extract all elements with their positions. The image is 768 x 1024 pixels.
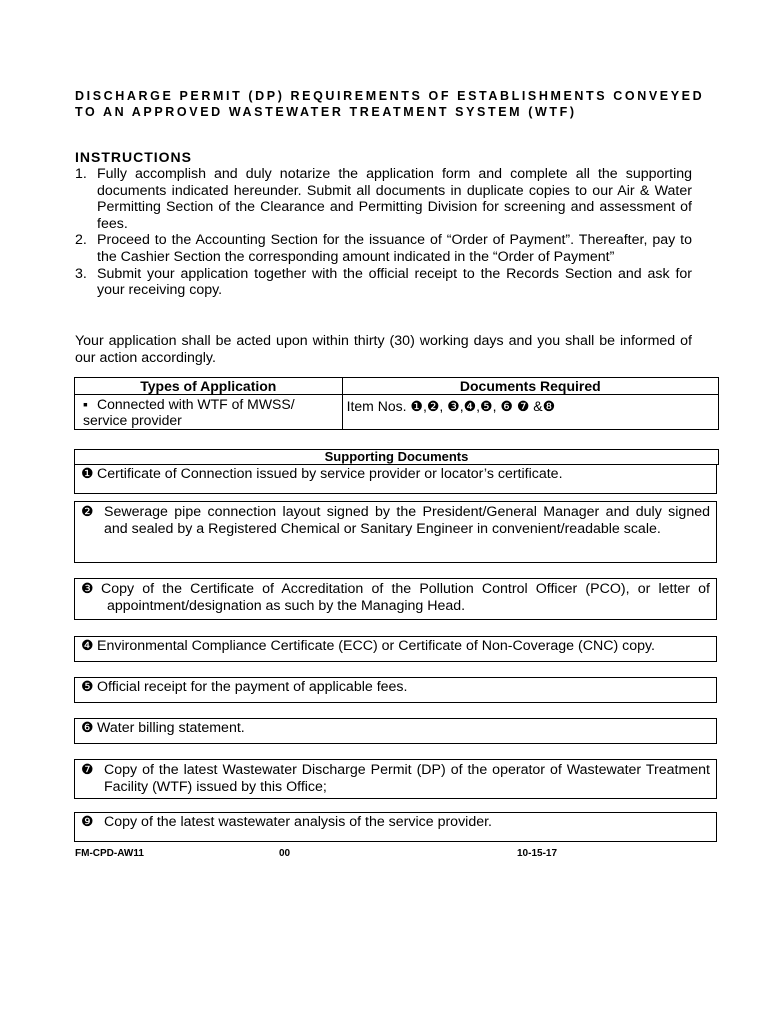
supporting-item-text: Environmental Compliance Certificate (ECC) or Certificate of Non-Coverage (CNC) copy. [97, 638, 655, 654]
instruction-number: 3. [75, 265, 87, 282]
supporting-item-text: Copy of the latest wastewater analysis of the service provider. [104, 814, 492, 830]
supporting-item-text: Water billing statement. [97, 720, 245, 736]
form-code: FM-CPD-AW11 [75, 848, 144, 859]
effectivity-date: 10-15-17 [517, 848, 558, 859]
number-2-icon: ❷ [81, 504, 94, 520]
instruction-text: Proceed to the Accounting Section for the issuance of “Order of Payment”. Thereafter, pay to the Cashier Section the corresponding amount indicated in the “Order of Payment” [97, 232, 692, 265]
number-9-icon: ❾ [81, 814, 94, 830]
number-5-icon: ❺ [81, 679, 94, 695]
table-row [75, 395, 719, 430]
instruction-text: Submit your application together with the official receipt to the Records Section and ask for your receiving copy. [97, 265, 692, 299]
table-header-row [75, 378, 719, 395]
supporting-item-2 [74, 501, 717, 563]
number-4-icon: ❹ [81, 638, 94, 654]
supporting-documents-heading: Supporting Documents [74, 449, 719, 465]
supporting-item-9 [74, 812, 717, 842]
supporting-item-7 [74, 759, 717, 799]
number-1-icon: ❶ [81, 466, 94, 482]
supporting-item-text: Copy of the Certificate of Accreditation of the Pollution Control Officer (PCO), or letter of appointment/designation as such by the Managing Head. [101, 581, 710, 614]
number-7-icon: ❼ [81, 762, 94, 778]
column-header: Types of Application [75, 378, 343, 395]
supporting-item-6 [74, 718, 717, 744]
instruction-number: 2. [75, 232, 87, 249]
number-3-icon: ❸ [81, 581, 94, 597]
supporting-item-4 [74, 636, 717, 662]
instruction-item [75, 166, 692, 232]
supporting-item-3 [74, 578, 717, 620]
instruction-item [75, 232, 692, 265]
supporting-item-text: Sewerage pipe connection layout signed by the President/General Manager and duly signed and sealed by a Registered Chemical or Sanitary Engineer in convenient/readable scale. [104, 504, 710, 537]
number-6-icon: ❻ [81, 720, 94, 736]
supporting-item-text: Official receipt for the payment of applicable fees. [97, 679, 408, 695]
supporting-item-5 [74, 677, 717, 703]
supporting-item-text: Certificate of Connection issued by service provider or locator’s certificate. [97, 466, 563, 482]
instructions-heading: INSTRUCTIONS [75, 149, 192, 165]
document-title: DISCHARGE PERMIT (DP) REQUIREMENTS OF ESTABLISHMENTS CONVEYED TO AN APPROVED WASTEWATER TREATMENT SYSTEM (WTF) [75, 89, 705, 119]
application-type-text: Connected with WTF of MWSS/ service provider [83, 396, 295, 428]
instruction-number: 1. [75, 166, 87, 182]
supporting-item-text: Copy of the latest Wastewater Discharge Permit (DP) of the operator of Wastewater Treatment Facility (WTF) issued by this Office; [104, 762, 710, 795]
application-types-table [74, 377, 719, 430]
column-header: Documents Required [342, 378, 718, 395]
documents-required-text: Item Nos. ❶,❷, ❸,❹,❺, ❻ ❼ &❽ [346, 398, 556, 414]
processing-note: Your application shall be acted upon within thirty (30) working days and you shall be informed of our action accordingly. [75, 333, 692, 366]
instruction-text: Fully accomplish and duly notarize the application form and complete all the supporting documents indicated hereunder. Submit all documents in duplicate copies to our Air & Water Permitting Section of the Clearance and Permitting Division for screening and assessment of fees. [97, 166, 692, 232]
application-type-cell [75, 395, 343, 430]
bullet-icon: ▪ [83, 396, 88, 412]
documents-required-cell [342, 395, 718, 430]
supporting-item-1 [74, 464, 717, 494]
instructions-list [75, 166, 692, 299]
instruction-item [75, 266, 692, 299]
revision-number: 00 [279, 848, 291, 859]
